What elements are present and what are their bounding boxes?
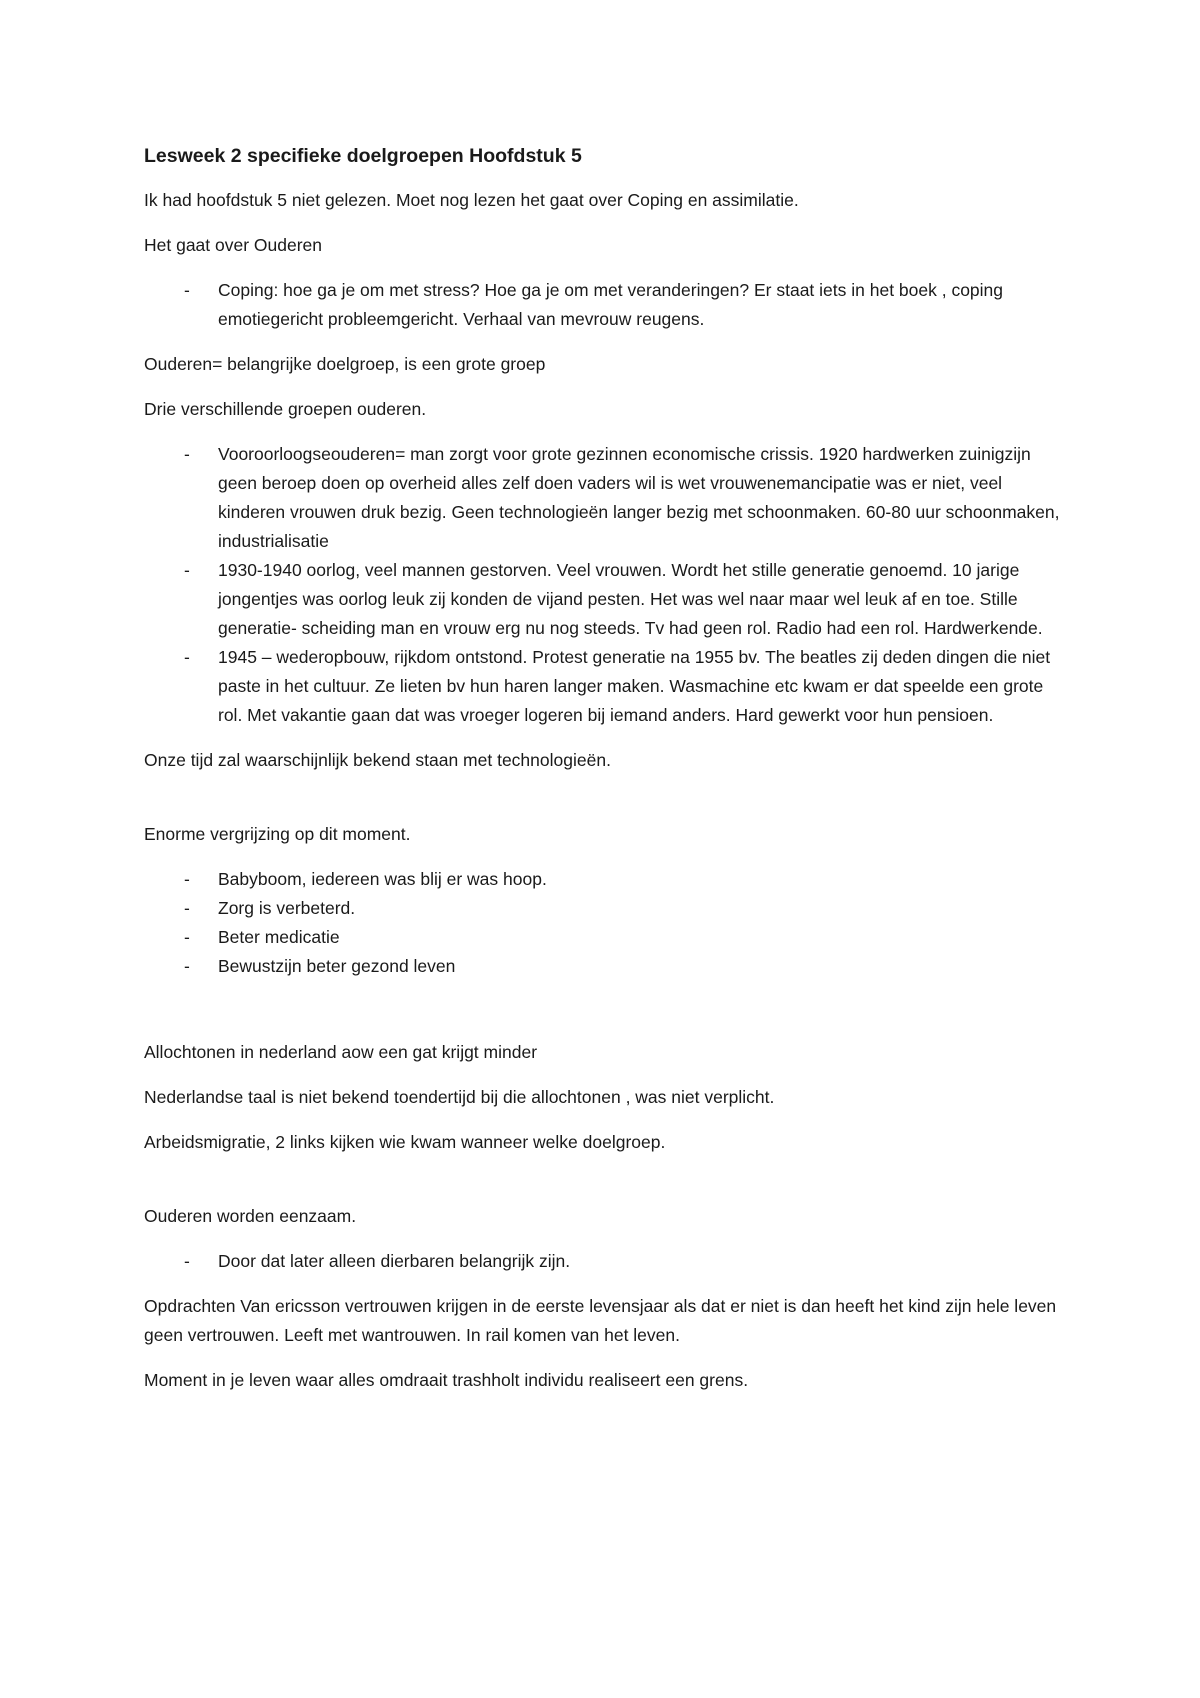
blank-line — [144, 1173, 1064, 1202]
paragraph-topic: Het gaat over Ouderen — [144, 235, 323, 255]
list-item: - Bewustzijn beter gezond leven — [144, 952, 1064, 981]
paragraph-moment: Moment in je leven waar alles omdraait trashholt individu realiseert een grens. — [144, 1370, 749, 1390]
paragraph-ouderen: Ouderen= belangrijke doelgroep, is een grote groep — [144, 354, 546, 374]
eenzaam-list — [144, 1247, 1064, 1276]
coping-list — [144, 276, 1064, 334]
paragraph-intro: Ik had hoofdstuk 5 niet gelezen. Moet nog lezen het gaat over Coping en assimilatie. — [144, 190, 799, 210]
list-item: - Beter medicatie — [144, 923, 1064, 952]
document-body — [144, 140, 1064, 1411]
paragraph-vergrijzing: Enorme vergrijzing op dit moment. — [144, 824, 411, 844]
list-item: - Door dat later alleen dierbaren belangrijk zijn. — [144, 1247, 1064, 1276]
paragraph-ericsson: Opdrachten Van ericsson vertrouwen krijgen in de eerste levensjaar als dat er niet is dan heeft het kind zijn hele leven geen vertrouwen. Leeft met wantrouwen. In rail komen van het leven. — [144, 1296, 1057, 1345]
list-item: - Zorg is verbeterd. — [144, 894, 1064, 923]
paragraph-allochtonen: Allochtonen in nederland aow een gat krijgt minder — [144, 1042, 538, 1062]
list-item: - 1930-1940 oorlog, veel mannen gestorven. Veel vrouwen. Wordt het stille generatie genoemd. 10 jarige jongentjes was oorlog leuk zij konden de vijand pesten. Het was wel naar maar wel leuk af en toe. Stille generatie- scheiding man en vrouw erg nu nog steeds. Tv had geen rol. Radio had een rol. Hardwerkende. — [144, 556, 1064, 643]
list-item: - Coping: hoe ga je om met stress? Hoe ga je om met veranderingen? Er staat iets in het boek , coping emotiegericht probleemgericht. Verhaal van mevrouw reugens. — [144, 276, 1064, 334]
paragraph-arbeidsmigratie: Arbeidsmigratie, 2 links kijken wie kwam wanneer welke doelgroep. — [144, 1132, 666, 1152]
vergrijzing-list — [144, 865, 1064, 981]
paragraph-taal: Nederlandse taal is niet bekend toendertijd bij die allochtonen , was niet verplicht. — [144, 1087, 775, 1107]
paragraph-eenzaam: Ouderen worden eenzaam. — [144, 1206, 357, 1226]
list-item: - 1945 – wederopbouw, rijkdom ontstond. Protest generatie na 1955 bv. The beatles zij deden dingen die niet paste in het cultuur. Ze lieten bv hun haren langer maken. Wasmachine etc kwam er dat speelde een grote rol. Met vakantie gaan dat was vroeger logeren bij iemand anders. Hard gewerkt voor hun pensioen. — [144, 643, 1064, 730]
generations-list — [144, 440, 1064, 730]
paragraph-technologie: Onze tijd zal waarschijnlijk bekend staan met technologieën. — [144, 750, 611, 770]
list-item: - Vooroorloogseouderen= man zorgt voor grote gezinnen economische crissis. 1920 hardwerken zuinigzijn geen beroep doen op overheid alles zelf doen vaders wil is wet vrouwenemancipatie was er niet, veel kinderen vrouwen druk bezig. Geen technologieën langer bezig met schoonmaken. 60-80 uur schoonmaken, industrialisatie — [144, 440, 1064, 556]
blank-line — [144, 997, 1064, 1038]
paragraph-groepen: Drie verschillende groepen ouderen. — [144, 399, 427, 419]
list-item: - Babyboom, iedereen was blij er was hoop. — [144, 865, 1064, 894]
blank-line — [144, 791, 1064, 820]
document-title: Lesweek 2 specifieke doelgroepen Hoofdstuk 5 — [144, 145, 582, 167]
